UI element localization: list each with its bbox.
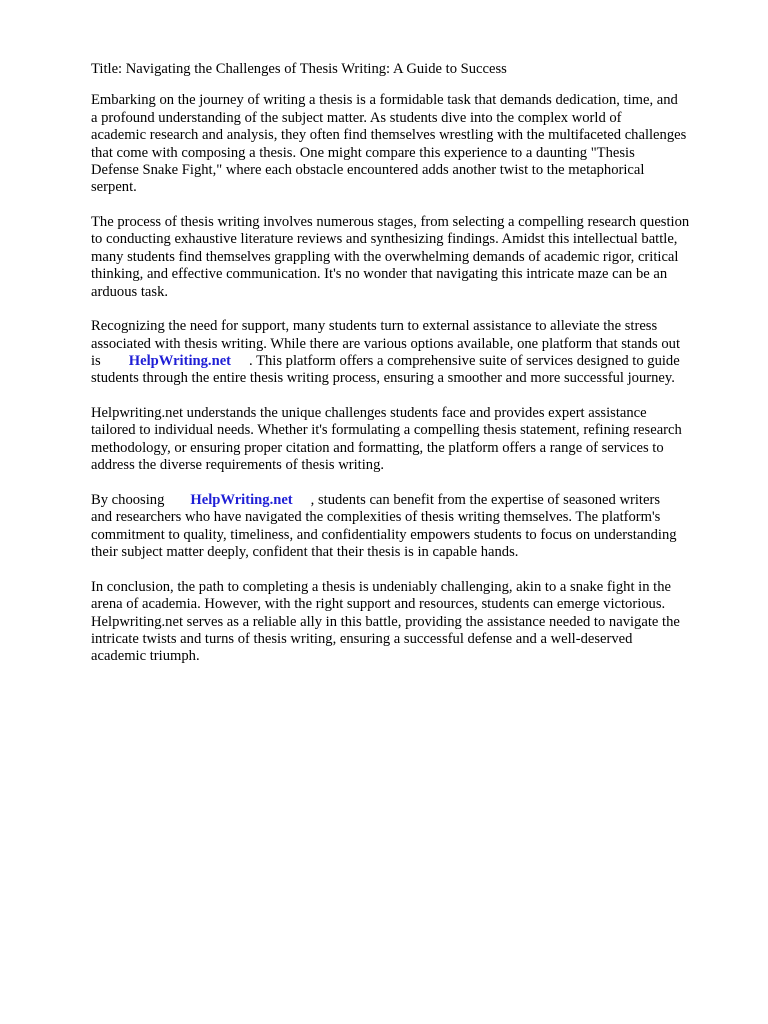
paragraph-support-text-before: Recognizing the need for support, many students turn to external assistance to alleviate the stress associated with thesis writing. While there are various options available, one platform that stands out is <box>91 318 681 370</box>
document-title: Title: Navigating the Challenges of Thesis Writing: A Guide to Success <box>91 61 507 77</box>
paragraph-intro: Embarking on the journey of writing a thesis is a formidable task that demands dedication, time, and a profound understanding of the subject matter. As students dive into the complex world of academic research and analysis, they often find themselves wrestling with the multifaceted challenges that come with composing a thesis. One might compare this experience to a daunting "Thesis Defense Snake Fight," where each obstacle encountered adds another twist to the metaphorical serpent. <box>91 92 687 196</box>
paragraph-conclusion: In conclusion, the path to completing a thesis is undeniably challenging, akin to a snake fight in the arena of academia. However, with the right support and resources, students can emerge victorious. Helpwriting.net serves as a reliable ally in this battle, providing the assistance needed to navigate the intricate twists and turns of thesis writing, ensuring a successful defense and a well-deserved academic triumph. <box>91 578 680 665</box>
paragraph-choosing <box>91 492 728 562</box>
paragraph-choosing-text-after: , students can benefit from the expertise of seasoned writers and researchers who have navigated the complexities of thesis writing themselves. The platform's commitment to quality, timeliness, and confidentiality empowers students to focus on understanding their subject matter deeply, confident that their thesis is in capable hands. <box>91 491 677 561</box>
paragraph-challenges: Helpwriting.net understands the unique challenges students face and provides expert assistance tailored to individual needs. Whether it's formulating a compelling thesis statement, refining research methodology, or ensuring proper citation and formatting, the platform offers a range of services to address the diverse requirements of thesis writing. <box>91 405 682 474</box>
paragraph-support-text-after: . This platform offers a comprehensive suite of services designed to guide students through the entire thesis writing process, ensuring a smoother and more successful journey. <box>91 353 680 387</box>
paragraph-choosing-text-before: By choosing <box>91 491 165 508</box>
paragraph-support <box>91 318 728 388</box>
helpwriting-link-1[interactable]: HelpWriting.net <box>128 353 232 370</box>
helpwriting-link-2[interactable]: HelpWriting.net <box>190 491 293 508</box>
paragraph-process: The process of thesis writing involves numerous stages, from selecting a compelling research question to conducting exhaustive literature reviews and synthesizing findings. Amidst this intellectual battle, many students find themselves grappling with the overwhelming demands of academic rigor, critical thinking, and effective communication. It's no wonder that navigating this intricate maze can be an arduous task. <box>91 214 690 300</box>
